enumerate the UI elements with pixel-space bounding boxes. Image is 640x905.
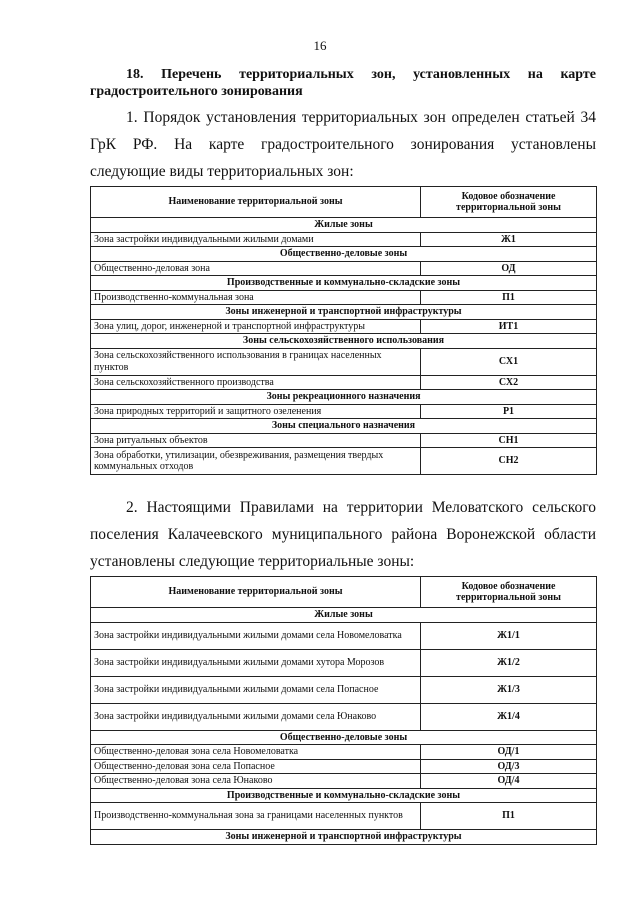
table-row	[91, 433, 597, 448]
zone-code: ОД/1	[421, 745, 597, 760]
zone-group-title: Производственные и коммунально-складские зоны	[91, 788, 597, 803]
zone-group-title: Производственные и коммунально-складские зоны	[91, 276, 597, 291]
zone-code: Ж1/1	[421, 622, 597, 649]
group-row	[91, 419, 597, 434]
table-row	[91, 375, 597, 390]
zone-code: ОД	[421, 261, 597, 276]
table-row	[91, 745, 597, 760]
zone-name: Общественно-деловая зона села Новомеловатка	[91, 745, 421, 760]
zone-group-title: Зоны рекреационного назначения	[91, 390, 597, 405]
table-row	[91, 261, 597, 276]
paragraph-2: 2. Настоящими Правилами на территории Меловатского сельского поселения Калачеевского муниципального района Воронежской области установлены следующие территориальные зоны:	[90, 499, 596, 570]
zone-group-title: Жилые зоны	[91, 218, 597, 233]
group-row	[91, 218, 597, 233]
zone-name: Зона застройки индивидуальными жилыми домами	[91, 232, 421, 247]
section-heading: 18. Перечень территориальных зон, установленных на карте градостроительного зонирования	[90, 67, 596, 99]
group-row	[91, 730, 597, 745]
page-number: 16	[313, 38, 327, 53]
zone-code: СХ1	[421, 348, 597, 375]
zone-group-title: Зоны инженерной и транспортной инфраструктуры	[91, 305, 597, 320]
zone-name: Общественно-деловая зона села Попасное	[91, 759, 421, 774]
table-row	[91, 622, 597, 649]
zone-name: Производственно-коммунальная зона за границами населенных пунктов	[91, 803, 421, 830]
paragraph-1: 1. Порядок установления территориальных зон определен статьей 34 ГрК РФ. На карте градостроительного зонирования установлены следующие виды территориальных зон:	[90, 109, 596, 180]
zones-table-settlement	[90, 576, 597, 845]
table-row	[91, 319, 597, 334]
table-row	[91, 290, 597, 305]
group-row	[91, 830, 597, 845]
zones-table-general	[90, 186, 597, 475]
zone-code: СХ2	[421, 375, 597, 390]
zone-code: СН2	[421, 448, 597, 475]
table-row	[91, 448, 597, 475]
header-zone-name: Наименование территориальной зоны	[91, 577, 421, 608]
table-row	[91, 676, 597, 703]
zone-name: Зона застройки индивидуальными жилыми домами села Юнаково	[91, 703, 421, 730]
group-row	[91, 608, 597, 623]
zone-group-title: Общественно-деловые зоны	[91, 730, 597, 745]
zone-code: ОД/4	[421, 774, 597, 789]
zone-code: СН1	[421, 433, 597, 448]
group-row	[91, 390, 597, 405]
group-row	[91, 788, 597, 803]
zone-name: Зона улиц, дорог, инженерной и транспортной инфраструктуры	[91, 319, 421, 334]
zone-name: Зона природных территорий и защитного озеленения	[91, 404, 421, 419]
zone-code: П1	[421, 290, 597, 305]
zone-name: Зона сельскохозяйственного производства	[91, 375, 421, 390]
zone-name: Зона обработки, утилизации, обезвреживания, размещения твердых коммунальных отходов	[91, 448, 421, 475]
table-row	[91, 774, 597, 789]
group-row	[91, 276, 597, 291]
zone-name: Общественно-деловая зона	[91, 261, 421, 276]
table-row	[91, 348, 597, 375]
group-row	[91, 334, 597, 349]
zone-group-title: Зоны сельскохозяйственного использования	[91, 334, 597, 349]
table-row	[91, 232, 597, 247]
zone-group-title: Общественно-деловые зоны	[91, 247, 597, 262]
zone-name: Зона ритуальных объектов	[91, 433, 421, 448]
table-row	[91, 649, 597, 676]
header-zone-code: Кодовое обозначение территориальной зоны	[421, 577, 597, 608]
header-zone-name: Наименование территориальной зоны	[91, 187, 421, 218]
zone-code: ОД/3	[421, 759, 597, 774]
group-row	[91, 247, 597, 262]
zone-group-title: Зоны инженерной и транспортной инфраструктуры	[91, 830, 597, 845]
zone-code: ИТ1	[421, 319, 597, 334]
table-row	[91, 803, 597, 830]
zone-group-title: Жилые зоны	[91, 608, 597, 623]
table-row	[91, 404, 597, 419]
zone-name: Зона застройки индивидуальными жилыми домами села Новомеловатка	[91, 622, 421, 649]
zone-name: Зона застройки индивидуальными жилыми домами хутора Морозов	[91, 649, 421, 676]
zone-name: Производственно-коммунальная зона	[91, 290, 421, 305]
zone-code: Р1	[421, 404, 597, 419]
zone-name: Зона сельскохозяйственного использования в границах населенных пунктов	[91, 348, 421, 375]
zone-code: Ж1/2	[421, 649, 597, 676]
zone-code: Ж1	[421, 232, 597, 247]
table-row	[91, 759, 597, 774]
header-zone-code: Кодовое обозначение территориальной зоны	[421, 187, 597, 218]
table-row	[91, 703, 597, 730]
zone-code: П1	[421, 803, 597, 830]
zone-name: Зона застройки индивидуальными жилыми домами села Попасное	[91, 676, 421, 703]
zone-code: Ж1/3	[421, 676, 597, 703]
group-row	[91, 305, 597, 320]
zone-name: Общественно-деловая зона села Юнаково	[91, 774, 421, 789]
zone-code: Ж1/4	[421, 703, 597, 730]
zone-group-title: Зоны специального назначения	[91, 419, 597, 434]
